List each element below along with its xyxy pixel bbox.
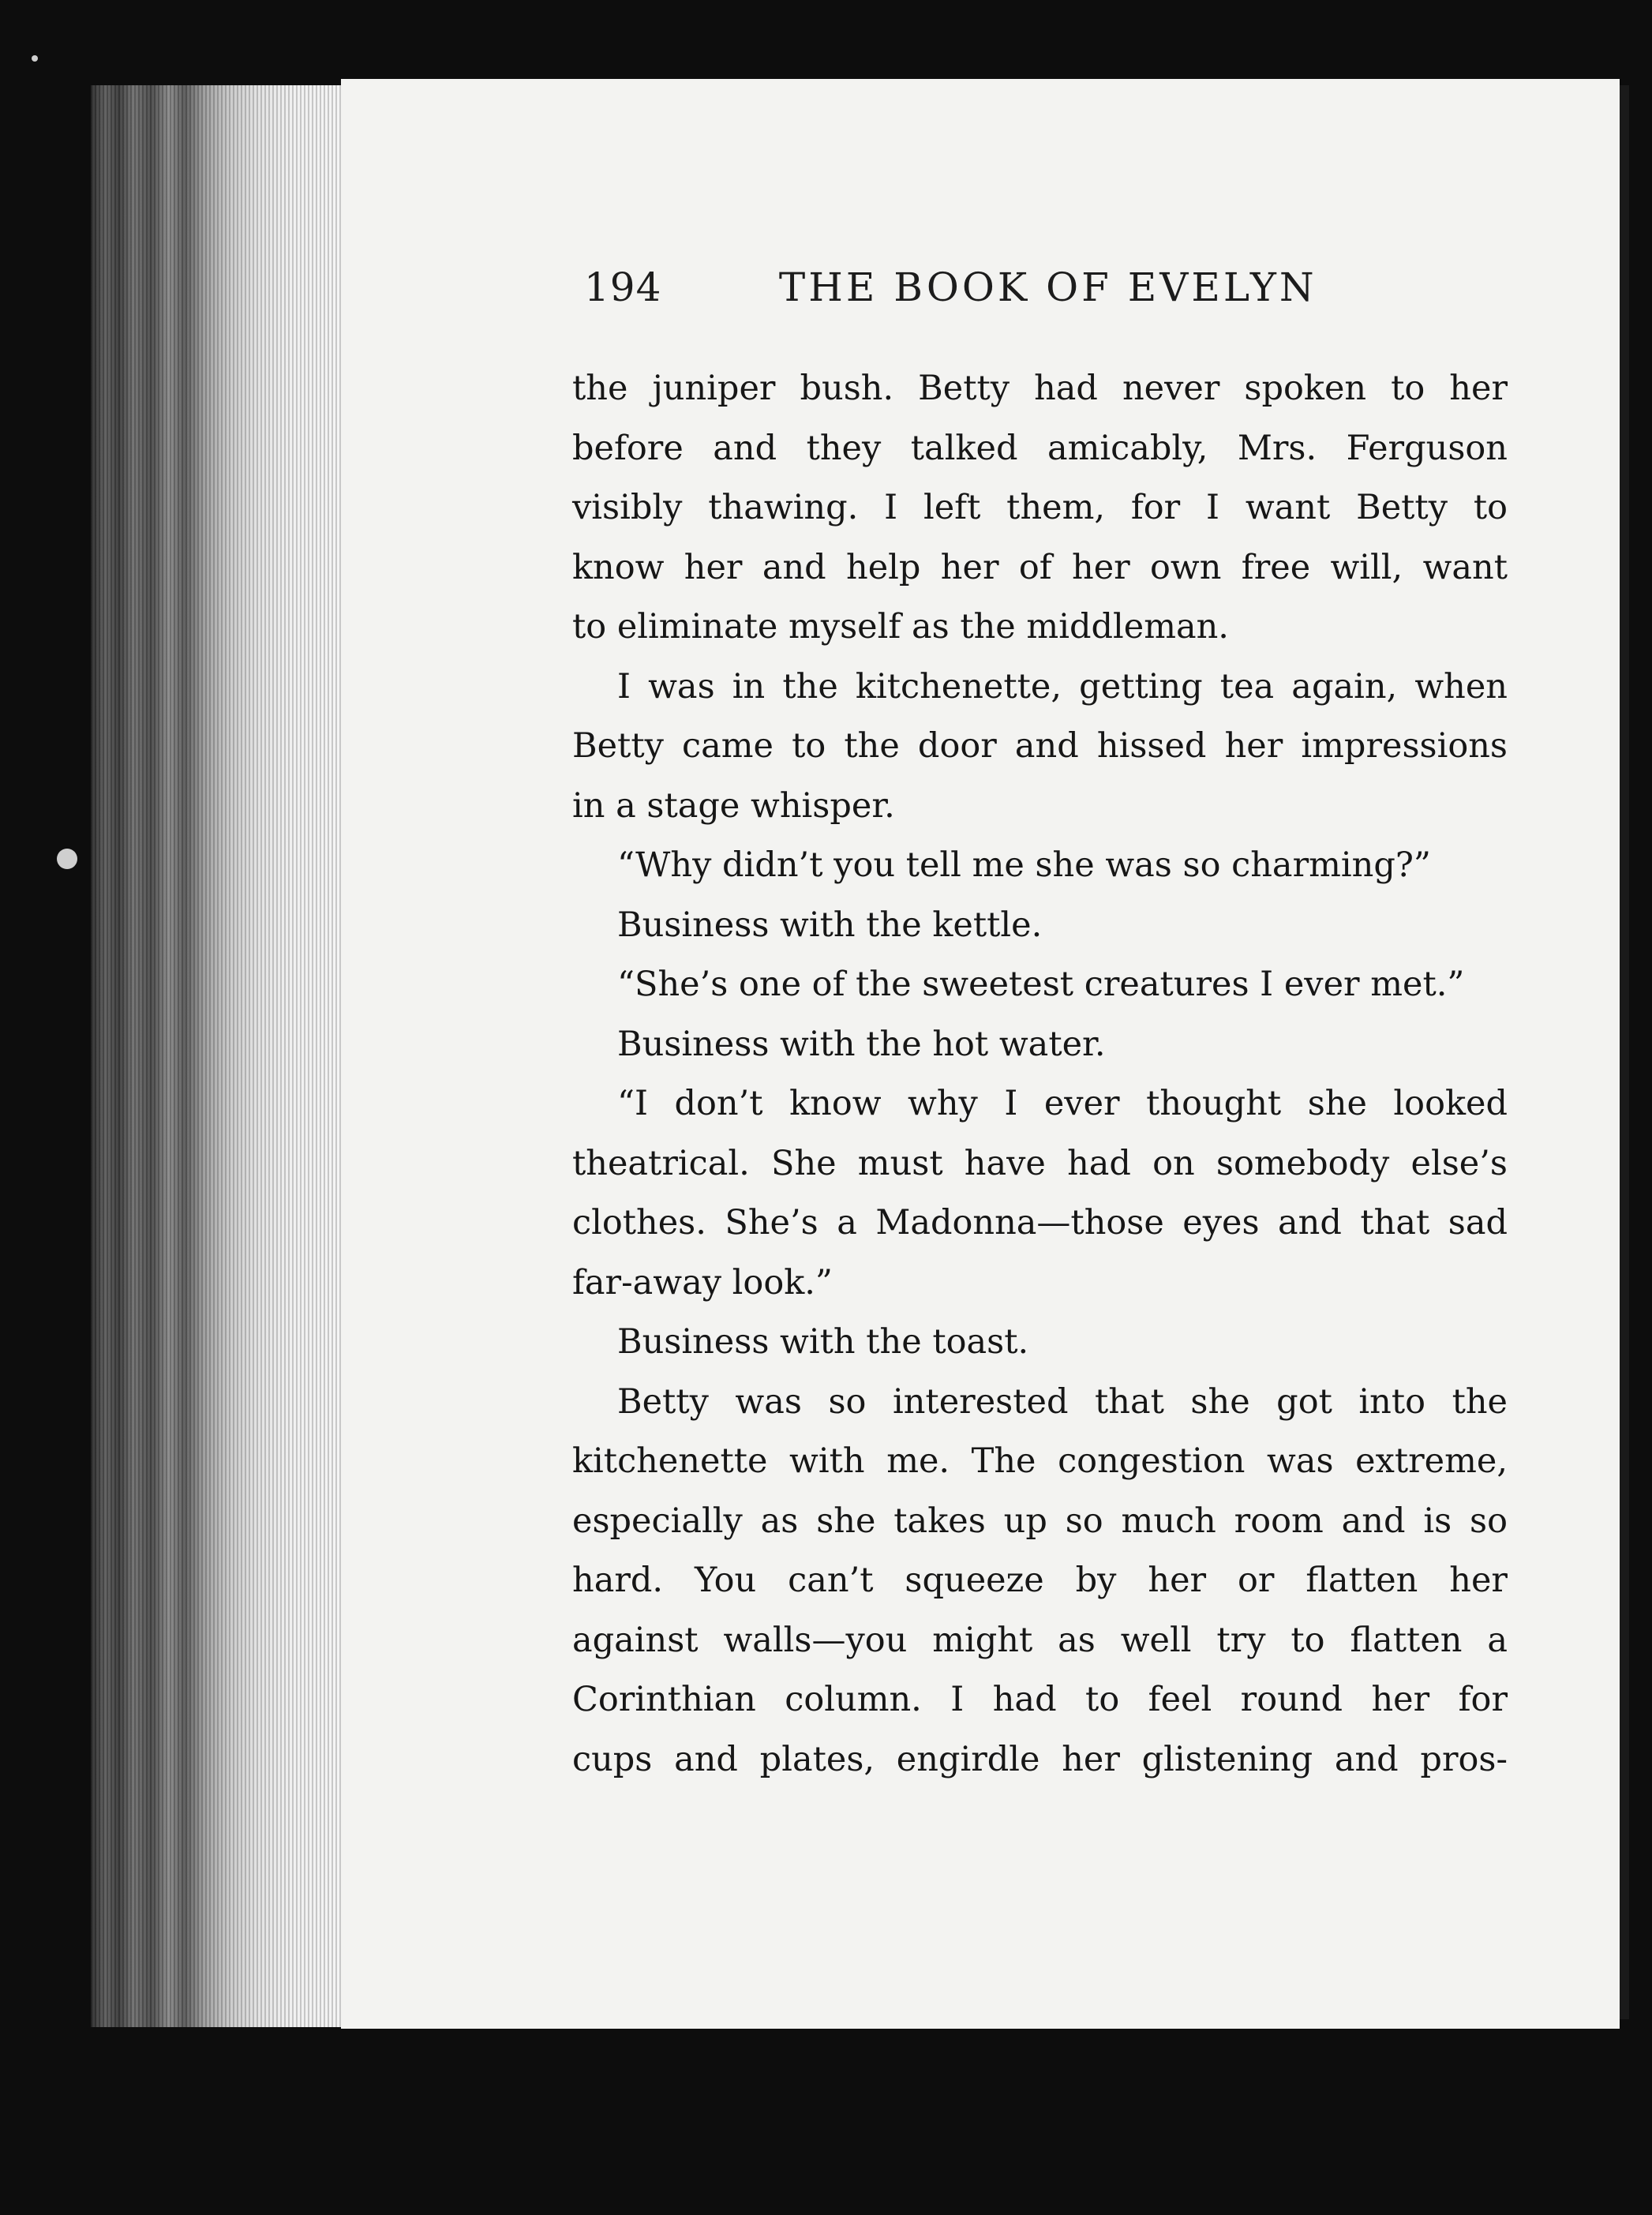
text-line: know her and help her of her own free will, want <box>572 547 1508 587</box>
text-line: to eliminate myself as the middleman. <box>572 607 1229 647</box>
text-line: Business with the toast. <box>617 1322 1029 1362</box>
text-line: clothes. She’s a Madonna—those eyes and that sad <box>572 1203 1508 1242</box>
text-line: before and they talked amicably, Mrs. Ferguson <box>572 428 1508 468</box>
text-line: “I don’t know why I ever thought she looked <box>617 1084 1508 1123</box>
text-line: Betty came to the door and hissed her impressions <box>572 726 1508 766</box>
body-text <box>572 359 1508 1790</box>
text-line: theatrical. She must have had on somebody else’s <box>572 1143 1508 1183</box>
text-line: against walls—you might as well try to flatten a <box>572 1620 1508 1660</box>
text-line: the juniper bush. Betty had never spoken to her <box>572 369 1508 408</box>
book-page-edges <box>91 85 343 2027</box>
text-line: in a stage whisper. <box>572 785 895 826</box>
running-head <box>584 264 1342 310</box>
text-line: hard. You can’t squeeze by her or flatten her <box>572 1561 1508 1600</box>
text-line: Betty was so interested that she got into the <box>617 1381 1508 1422</box>
text-line: Business with the kettle. <box>617 905 1043 945</box>
text-line: I was in the kitchenette, getting tea again, when <box>617 666 1508 706</box>
dust-speck <box>57 849 77 869</box>
text-line: especially as she takes up so much room and is so <box>572 1501 1508 1541</box>
dust-speck <box>32 55 38 62</box>
text-line: Business with the hot water. <box>617 1024 1106 1064</box>
text-line: “She’s one of the sweetest creatures I ever met.” <box>617 965 1465 1004</box>
page-number: 194 <box>584 264 662 310</box>
text-line: “Why didn’t you tell me she was so charming?” <box>617 845 1431 885</box>
text-line: cups and plates, engirdle her glistening and pros- <box>572 1739 1508 1779</box>
book-title: THE BOOK OF EVELYN <box>778 264 1317 310</box>
text-line: Corinthian column. I had to feel round her for <box>572 1680 1508 1719</box>
text-line: visibly thawing. I left them, for I want Betty to <box>572 488 1508 527</box>
text-line: far-away look.” <box>572 1262 833 1302</box>
right-edge-shadow <box>1620 85 1629 2019</box>
text-line: kitchenette with me. The congestion was extreme, <box>572 1441 1508 1481</box>
